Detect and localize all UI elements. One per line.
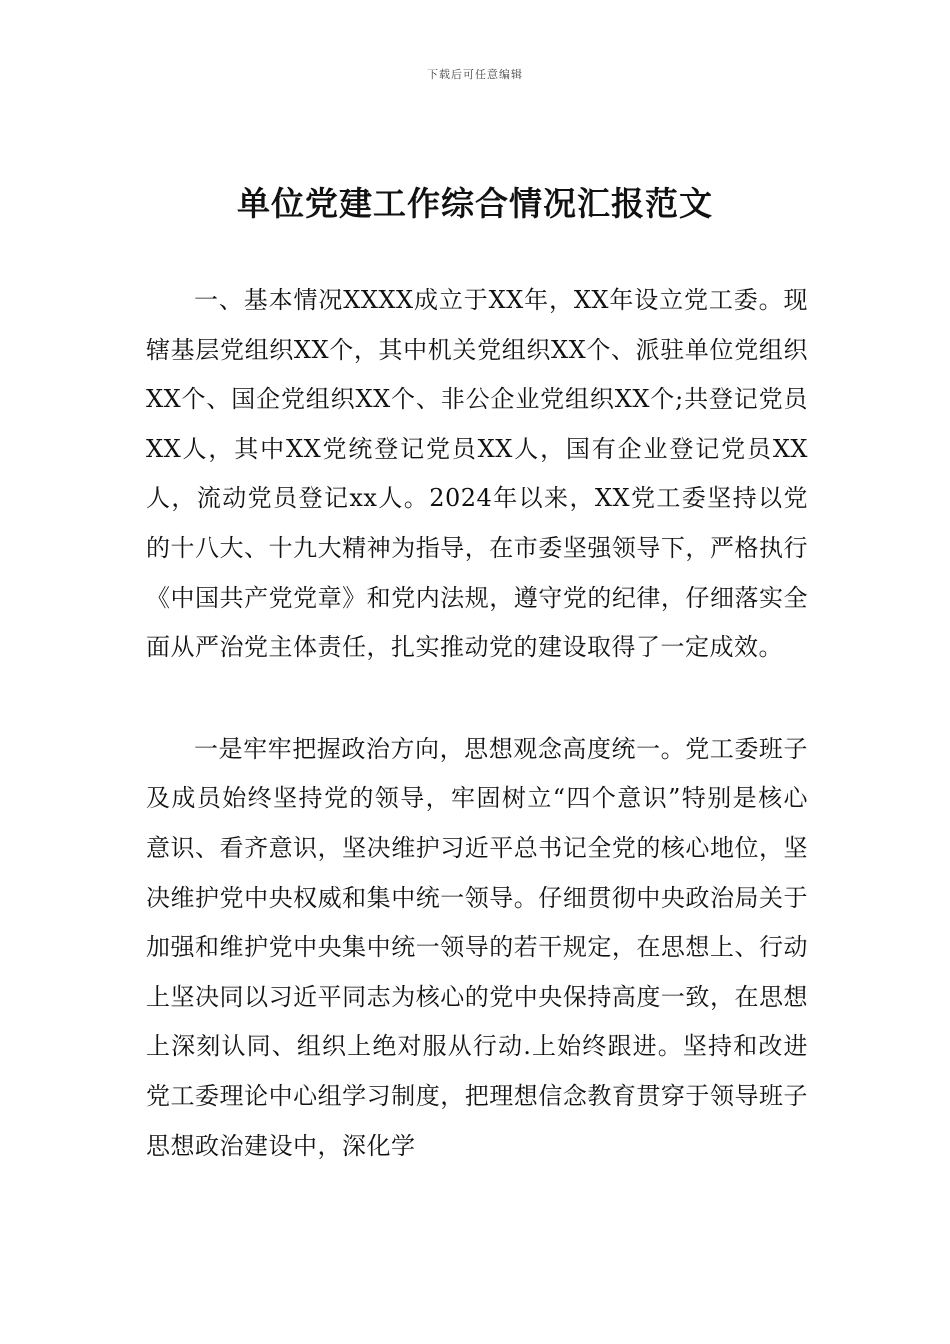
document-title: 单位党建工作综合情况汇报范文 bbox=[237, 184, 713, 223]
paragraph-basic-situation: 一、基本情况XXXX成立于XX年，XX年设立党工委。现辖基层党组织XX个，其中机关党组织XX个、派驻单位党组织XX个、国企党组织XX个、非公企业党组织XX个;共登记党员XX人，其中XX党统登记党员XX人，国有企业登记党员XX人，流动党员登记xx人。2024年以来，XX党工委坚持以党的十八大、十九大精神为指导，在市委坚强领导下，严格执行《中国共产党党章》和党内法规，遵守党的纪律，仔细落实全面从严治党主体责任，扎实推动党的建设取得了一定成效。 bbox=[146, 286, 808, 662]
header-note: 下载后可任意编辑 bbox=[427, 68, 523, 81]
document-body bbox=[146, 276, 808, 1171]
paragraph-political-direction: 一是牢牢把握政治方向，思想观念高度统一。党工委班子及成员始终坚持党的领导，牢固树立“四个意识”特别是核心意识、看齐意识，坚决维护习近平总书记全党的核心地位，坚决维护党中央权威和集中统一领导。仔细贯彻中央政治局关于加强和维护党中央集中统一领导的若干规定，在思想上、行动上坚决同以习近平同志为核心的党中央保持高度一致，在思想上深刻认同、组织上绝对服从行动.上始终跟进。坚持和改进党工委理论中心组学习制度，把理想信念教育贯穿于领导班子思想政治建设中，深化学 bbox=[146, 734, 808, 1160]
